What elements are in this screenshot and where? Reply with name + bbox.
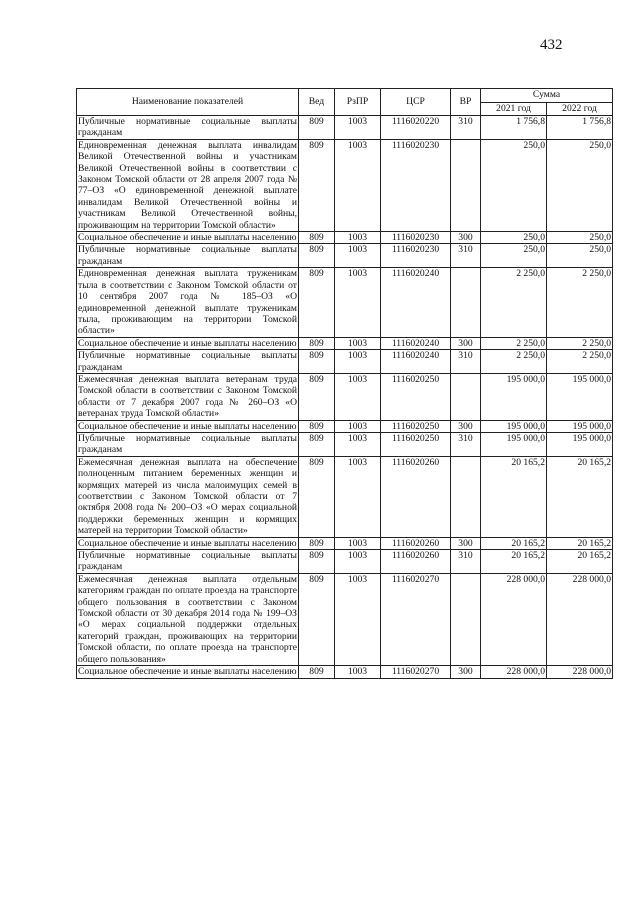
cell-sum-2022: 1 756,8 — [547, 116, 613, 140]
cell-sum-2021: 195 000,0 — [481, 432, 547, 456]
cell-name: Ежемесячная денежная выплата ветеранам труда Томской области в соответствии с Законом Томской области от 7 декабря 2007 года № 260–ОЗ «О ветеранах труда Томской области» — [78, 373, 297, 420]
cell-vr: 310 — [451, 244, 481, 268]
cell-name: Единовременная денежная выплата инвалидам Великой Отечественной войны и участникам Великой Отечественной войны в соответствии с Законом Томской области от 28 апреля 2007 года № 77–ОЗ «О единовременной денежной выплате инвалидам Великой Отечественной войны и участникам Великой Отечественной войны, проживающим на территории Томской области» — [78, 139, 297, 231]
cell-sum-2022: 2 250,0 — [547, 268, 613, 337]
cell-sum-2021: 2 250,0 — [481, 350, 547, 374]
cell-name: Публичные нормативные социальные выплаты гражданам — [78, 244, 297, 267]
cell-sum-2021: 195 000,0 — [481, 373, 547, 420]
cell-sum-2022: 250,0 — [547, 244, 613, 268]
cell-ved: 809 — [299, 573, 335, 665]
cell-sum-2022: 228 000,0 — [547, 666, 613, 678]
cell-sum-2021: 1 756,8 — [481, 116, 547, 140]
header-csr: ЦСР — [381, 89, 451, 116]
cell-vr — [451, 139, 481, 231]
cell-rzpr: 1003 — [335, 420, 381, 432]
table-row — [77, 373, 613, 420]
cell-ved: 809 — [299, 139, 335, 231]
cell-name: Единовременная денежная выплата труженикам тыла в соответствии с Законом Томской области от 10 сентября 2007 года № 185–ОЗ «О единовременной денежной выплате труженикам тыла, проживающим на территории Томской области» — [78, 268, 297, 337]
cell-name: Публичные нормативные социальные выплаты гражданам — [78, 550, 297, 573]
cell-rzpr: 1003 — [335, 573, 381, 665]
cell-csr: 1116020250 — [381, 373, 451, 420]
page-number: 432 — [540, 37, 563, 53]
table-row — [77, 456, 613, 537]
cell-sum-2021: 228 000,0 — [481, 666, 547, 678]
cell-vr — [451, 268, 481, 337]
cell-name: Публичные нормативные социальные выплаты гражданам — [78, 350, 297, 373]
cell-sum-2021: 20 165,2 — [481, 537, 547, 549]
cell-vr: 300 — [451, 537, 481, 549]
cell-sum-2021: 20 165,2 — [481, 456, 547, 537]
cell-ved: 809 — [299, 116, 335, 140]
cell-csr: 1116020260 — [381, 456, 451, 537]
table-row — [77, 244, 613, 268]
cell-ved: 809 — [299, 432, 335, 456]
header-vr: ВР — [451, 89, 481, 116]
cell-ved: 809 — [299, 350, 335, 374]
cell-sum-2022: 195 000,0 — [547, 420, 613, 432]
cell-csr: 1116020230 — [381, 244, 451, 268]
table-row — [77, 666, 613, 678]
cell-csr: 1116020260 — [381, 537, 451, 549]
cell-name: Публичные нормативные социальные выплаты гражданам — [78, 116, 297, 139]
cell-name: Социальное обеспечение и иные выплаты населению — [78, 666, 297, 678]
cell-vr: 310 — [451, 550, 481, 574]
cell-rzpr: 1003 — [335, 244, 381, 268]
cell-name: Социальное обеспечение и иные выплаты населению — [78, 232, 297, 244]
cell-sum-2022: 20 165,2 — [547, 550, 613, 574]
cell-ved: 809 — [299, 232, 335, 244]
cell-name: Социальное обеспечение и иные выплаты населению — [78, 537, 297, 549]
cell-vr: 300 — [451, 420, 481, 432]
table-row — [77, 550, 613, 574]
cell-csr: 1116020240 — [381, 350, 451, 374]
cell-csr: 1116020270 — [381, 573, 451, 665]
cell-rzpr: 1003 — [335, 350, 381, 374]
table-row — [77, 420, 613, 432]
cell-ved: 809 — [299, 537, 335, 549]
cell-ved: 809 — [299, 244, 335, 268]
table-row — [77, 537, 613, 549]
cell-name: Ежемесячная денежная выплата на обеспечение полноценным питанием беременных женщин и кормящих матерей из числа малоимущих семей в соответствии с Законом Томской области от 7 октября 2008 года № 200–ОЗ «О мерах социальной поддержки беременных женщин и кормящих матерей на территории Томской области» — [78, 456, 297, 537]
header-ved: Вед — [299, 89, 335, 116]
cell-sum-2022: 250,0 — [547, 139, 613, 231]
cell-sum-2021: 195 000,0 — [481, 420, 547, 432]
cell-vr — [451, 456, 481, 537]
cell-vr: 300 — [451, 232, 481, 244]
table-row — [77, 573, 613, 665]
cell-csr: 1116020220 — [381, 116, 451, 140]
cell-rzpr: 1003 — [335, 116, 381, 140]
cell-rzpr: 1003 — [335, 139, 381, 231]
table-row — [77, 350, 613, 374]
table-row — [77, 268, 613, 337]
table-row — [77, 337, 613, 349]
cell-csr: 1116020230 — [381, 139, 451, 231]
cell-ved: 809 — [299, 268, 335, 337]
cell-csr: 1116020230 — [381, 232, 451, 244]
table-header — [77, 89, 613, 116]
cell-sum-2021: 2 250,0 — [481, 268, 547, 337]
cell-sum-2022: 20 165,2 — [547, 456, 613, 537]
cell-name: Социальное обеспечение и иные выплаты населению — [78, 420, 297, 432]
cell-rzpr: 1003 — [335, 337, 381, 349]
cell-csr: 1116020250 — [381, 420, 451, 432]
table-body — [77, 116, 613, 679]
table-row — [77, 139, 613, 231]
header-sum: Сумма — [481, 89, 613, 103]
cell-csr: 1116020240 — [381, 337, 451, 349]
cell-rzpr: 1003 — [335, 373, 381, 420]
cell-rzpr: 1003 — [335, 456, 381, 537]
cell-sum-2021: 20 165,2 — [481, 550, 547, 574]
cell-vr — [451, 373, 481, 420]
cell-sum-2021: 250,0 — [481, 232, 547, 244]
cell-ved: 809 — [299, 420, 335, 432]
cell-ved: 809 — [299, 337, 335, 349]
cell-csr: 1116020250 — [381, 432, 451, 456]
cell-vr: 310 — [451, 116, 481, 140]
cell-sum-2021: 250,0 — [481, 139, 547, 231]
cell-rzpr: 1003 — [335, 537, 381, 549]
cell-sum-2022: 195 000,0 — [547, 373, 613, 420]
header-year-2022: 2022 год — [547, 102, 613, 116]
cell-sum-2022: 2 250,0 — [547, 337, 613, 349]
cell-ved: 809 — [299, 666, 335, 678]
cell-sum-2022: 195 000,0 — [547, 432, 613, 456]
table-row — [77, 116, 613, 140]
header-name: Наименование показателей — [77, 89, 299, 116]
cell-ved: 809 — [299, 550, 335, 574]
cell-csr: 1116020240 — [381, 268, 451, 337]
cell-sum-2022: 228 000,0 — [547, 573, 613, 665]
cell-sum-2022: 2 250,0 — [547, 350, 613, 374]
cell-csr: 1116020260 — [381, 550, 451, 574]
cell-ved: 809 — [299, 373, 335, 420]
cell-name: Социальное обеспечение и иные выплаты населению — [78, 337, 297, 349]
budget-table — [76, 88, 613, 679]
header-year-2021: 2021 год — [481, 102, 547, 116]
cell-csr: 1116020270 — [381, 666, 451, 678]
cell-rzpr: 1003 — [335, 232, 381, 244]
cell-sum-2021: 228 000,0 — [481, 573, 547, 665]
cell-rzpr: 1003 — [335, 550, 381, 574]
cell-sum-2021: 2 250,0 — [481, 337, 547, 349]
cell-vr: 310 — [451, 432, 481, 456]
cell-rzpr: 1003 — [335, 666, 381, 678]
table-row — [77, 232, 613, 244]
cell-name: Публичные нормативные социальные выплаты гражданам — [78, 432, 297, 456]
cell-ved: 809 — [299, 456, 335, 537]
cell-rzpr: 1003 — [335, 268, 381, 337]
cell-sum-2022: 20 165,2 — [547, 537, 613, 549]
cell-vr: 300 — [451, 337, 481, 349]
cell-vr: 300 — [451, 666, 481, 678]
cell-sum-2022: 250,0 — [547, 232, 613, 244]
header-rzpr: РзПР — [335, 89, 381, 116]
cell-rzpr: 1003 — [335, 432, 381, 456]
cell-vr: 310 — [451, 350, 481, 374]
cell-sum-2021: 250,0 — [481, 244, 547, 268]
cell-name: Ежемесячная денежная выплата отдельным категориям граждан по оплате проезда на транспорте общего пользования в соответствии с Законом Томской области от 30 декабря 2014 года № 199–ОЗ «О мерах социальной поддержки отдельных категорий граждан, проживающих на территории Томской области, по оплате проезда на транспорте общего пользования» — [78, 573, 297, 665]
table-row — [77, 432, 613, 456]
cell-vr — [451, 573, 481, 665]
